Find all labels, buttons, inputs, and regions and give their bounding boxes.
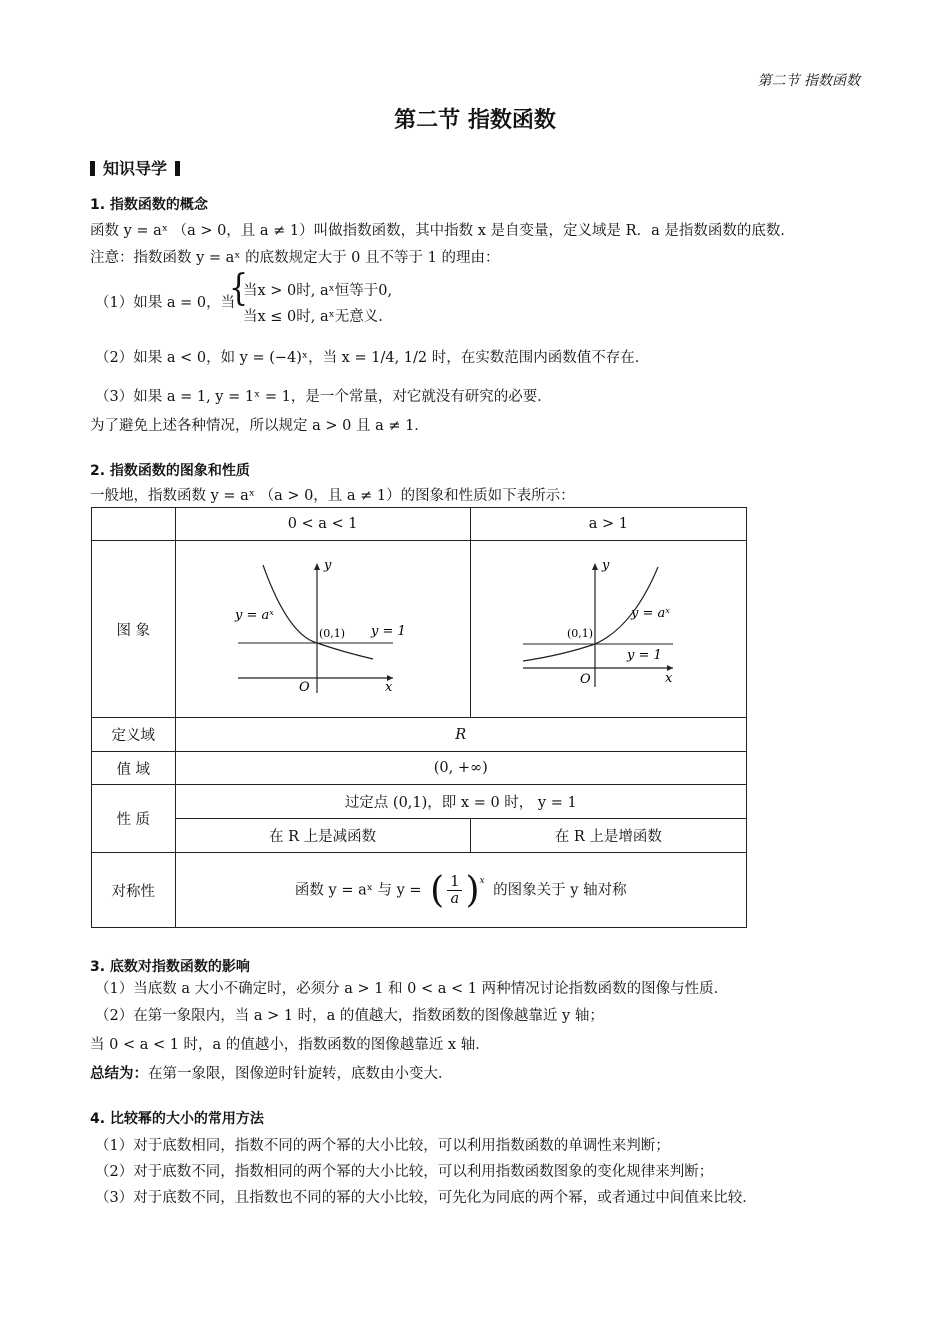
row-label-graph: 图 象 — [92, 541, 176, 718]
s1-case3: （3）如果 a = 1, y = 1ˣ = 1，是一个常量，对它就没有研究的必要． — [95, 389, 552, 405]
row-label-domain: 定义域 — [92, 718, 176, 752]
domain-value: R — [175, 718, 746, 752]
graph-cell-decreasing — [175, 541, 470, 718]
symmetry-text-b: 的图象关于 y 轴对称 — [493, 882, 627, 898]
y-axis-label: y — [323, 558, 331, 573]
table-row — [92, 718, 747, 752]
fraction-numerator: 1 — [447, 874, 462, 891]
table-corner-cell — [92, 508, 176, 541]
s3-heading: 3. 底数对指数函数的影响 — [90, 959, 250, 975]
row-label-symmetry: 对称性 — [92, 853, 176, 928]
y-axis-arrow-icon — [592, 563, 598, 570]
paren-right-icon: ) — [465, 869, 480, 911]
page-title: 第二节 指数函数 — [394, 107, 556, 133]
s4-line2: （2）对于底数不同，指数相同的两个幂的大小比较，可以利用指数函数图象的变化规律来判断； — [95, 1164, 714, 1180]
fraction-power — [430, 870, 484, 911]
table-row — [92, 785, 747, 819]
col-header-decreasing: 0 < a < 1 — [175, 508, 470, 541]
summary-text: 在第一象限，图像逆时针旋转，底数由小变大． — [148, 1066, 453, 1082]
s4-line1: （1）对于底数相同，指数不同的两个幂的大小比较，可以利用指数函数的单调性来判断； — [95, 1138, 670, 1154]
section-heading — [90, 156, 180, 179]
col-header-increasing: a > 1 — [470, 508, 746, 541]
s1-case1-line1: 当x > 0时, aˣ恒等于0, — [243, 283, 393, 299]
s3-line2: （2）在第一象限内，当 a > 1 时，a 的值越大，指数函数的图像越靠近 y 轴； — [95, 1008, 604, 1024]
origin-label: O — [298, 680, 310, 695]
s1-definition: 函数 y = aˣ （a > 0，且 a ≠ 1）叫做指数函数，其中指数 x 是自变量，定义域是 R．a 是指数函数的底数． — [90, 223, 795, 239]
s1-case2: （2）如果 a < 0，如 y = (−4)ˣ，当 x = 1/4, 1/2 时，在实数范围内函数值不存在． — [95, 350, 650, 366]
s3-line1: （1）当底数 a 大小不确定时，必须分 a > 1 和 0 < a < 1 两种情况讨论指数函数的图像与性质． — [95, 981, 729, 997]
symmetry-value — [175, 853, 746, 928]
table-row — [92, 853, 747, 928]
s1-heading: 1. 指数函数的概念 — [90, 197, 208, 213]
graph-cell-increasing — [470, 541, 746, 718]
range-value: (0, +∞) — [175, 752, 746, 785]
row-label-props: 性 质 — [92, 785, 176, 853]
origin-label: O — [580, 672, 592, 687]
s1-case1-prefix: （1）如果 a = 0，当 — [95, 295, 236, 311]
fixed-point-value: 过定点 (0,1)，即 x = 0 时， y = 1 — [175, 785, 746, 819]
x-axis-label: x — [665, 671, 673, 686]
s3-line3: 当 0 < a < 1 时，a 的值越小，指数函数的图像越靠近 x 轴． — [90, 1037, 490, 1053]
summary-label: 总结为： — [90, 1066, 148, 1082]
left-brace-icon: { — [229, 267, 249, 310]
monotonic-decreasing: 在 R 上是减函数 — [175, 819, 470, 853]
section-bar-right — [175, 161, 180, 176]
running-header: 第二节 指数函数 — [757, 73, 860, 89]
graph-decreasing — [233, 557, 413, 697]
curve-label: y = aˣ — [234, 608, 274, 623]
table-row — [92, 752, 747, 785]
table-row — [92, 541, 747, 718]
line-label: y = 1 — [370, 624, 406, 639]
table-row — [92, 508, 747, 541]
y-axis-label: y — [602, 558, 610, 573]
s3-summary — [90, 1062, 453, 1083]
section-bar-left — [90, 161, 95, 176]
line-label: y = 1 — [627, 648, 663, 663]
symmetry-text-a: 函数 y = aˣ 与 y = — [294, 882, 422, 898]
properties-table — [91, 507, 747, 928]
s2-intro: 一般地，指数函数 y = aˣ （a > 0，且 a ≠ 1）的图象和性质如下表所示： — [90, 488, 575, 504]
paren-left-icon: ( — [430, 869, 445, 911]
exponent-x: x — [479, 875, 485, 886]
row-label-range: 值 域 — [92, 752, 176, 785]
curve-label: y = aˣ — [631, 606, 671, 621]
s1-note: 注意：指数函数 y = aˣ 的底数规定大于 0 且不等于 1 的理由： — [90, 250, 500, 266]
section-label: 知识导学 — [103, 159, 168, 178]
y-axis-arrow-icon — [314, 563, 320, 570]
s1-case1-line2: 当x ≤ 0时, aˣ无意义. — [243, 309, 383, 325]
s2-heading: 2. 指数函数的图象和性质 — [90, 463, 250, 479]
s4-heading: 4. 比较幂的大小的常用方法 — [90, 1111, 264, 1127]
graph-increasing — [523, 557, 693, 697]
fraction — [447, 874, 462, 907]
fraction-denominator: a — [450, 890, 460, 907]
s1-conclusion: 为了避免上述各种情况，所以规定 a > 0 且 a ≠ 1． — [90, 418, 429, 434]
monotonic-increasing: 在 R 上是增函数 — [470, 819, 746, 853]
s4-line3: （3）对于底数不同，且指数也不同的幂的大小比较，可先化为同底的两个幂，或者通过中间值来比较． — [95, 1190, 757, 1206]
point-label: (0,1) — [567, 627, 594, 640]
x-axis-label: x — [384, 680, 392, 695]
curve-decreasing — [263, 565, 373, 659]
point-label: (0,1) — [318, 627, 345, 640]
table-row — [92, 819, 747, 853]
